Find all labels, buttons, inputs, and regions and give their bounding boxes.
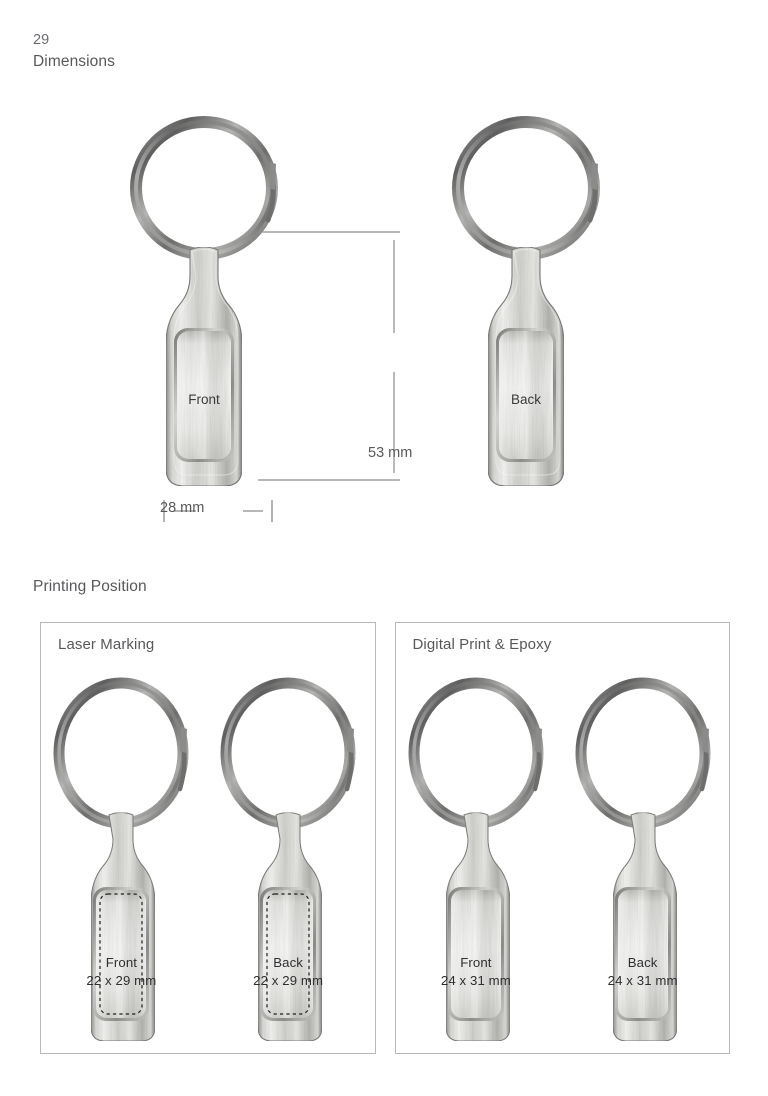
print-size-label: 24 x 31 mm (440, 972, 511, 988)
print-area-caption (213, 954, 363, 989)
dimension-lines (0, 100, 768, 550)
panel-title-laser-marking: Laser Marking (58, 636, 155, 653)
panel-digital-print-epoxy (395, 622, 731, 1054)
tag-body-back (488, 247, 564, 486)
dimension-height-label: 53 mm (368, 445, 413, 461)
print-item-laser-front (49, 671, 199, 1048)
print-area-caption (401, 954, 551, 989)
panel-laser-marking (40, 622, 376, 1054)
tag-body (613, 813, 677, 1042)
print-area-caption (46, 954, 196, 989)
print-side-label: Front (460, 955, 492, 970)
panel-title-digital-print-epoxy: Digital Print & Epoxy (412, 636, 552, 653)
tag-body-front (166, 247, 242, 486)
split-ring-front (136, 122, 276, 254)
print-side-label: Back (627, 955, 658, 970)
print-side-label: Front (105, 955, 138, 970)
printing-position-title: Printing Position (33, 578, 147, 595)
print-item-digital-front (404, 671, 554, 1048)
printing-position-panels (40, 622, 730, 1054)
print-size-label: 22 x 29 mm (86, 972, 157, 988)
print-item-laser-back (216, 671, 366, 1048)
split-ring (226, 683, 354, 823)
page-number: 29 (33, 32, 50, 48)
split-ring (59, 683, 187, 823)
page-title: Dimensions (33, 52, 115, 70)
split-ring (581, 683, 709, 823)
print-side-label: Back (273, 955, 303, 970)
print-area-caption (568, 954, 718, 989)
split-ring (414, 683, 542, 823)
front-face-label: Front (188, 392, 220, 407)
tag-body (446, 813, 510, 1042)
dimension-width-label: 28 mm (160, 500, 205, 516)
split-ring-back (458, 122, 598, 254)
keyring-front-illustration (118, 110, 298, 495)
print-item-digital-back (571, 671, 721, 1048)
print-size-label: 24 x 31 mm (607, 972, 678, 988)
dimensions-section (0, 100, 768, 550)
keyring-back-illustration (440, 110, 620, 495)
back-face-label: Back (510, 392, 542, 407)
page-header (33, 30, 115, 73)
print-size-label: 22 x 29 mm (253, 972, 324, 988)
